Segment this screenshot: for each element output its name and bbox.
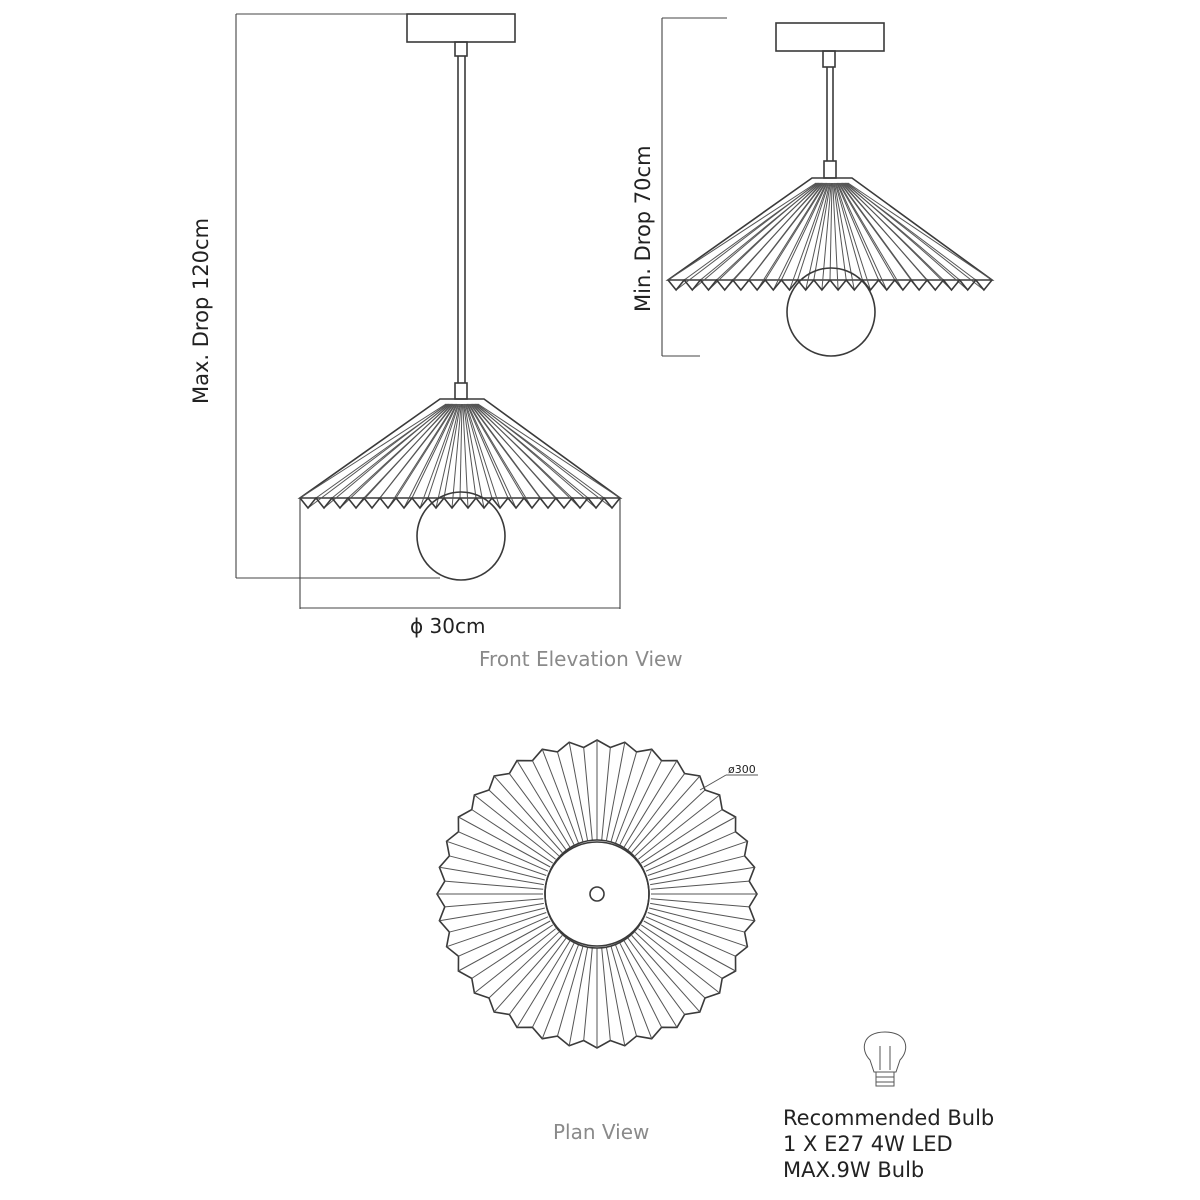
pleat-line	[494, 935, 562, 1012]
ceiling-canopy	[407, 14, 515, 42]
ceiling-canopy-min	[776, 23, 884, 51]
plan-center-hole	[590, 887, 604, 901]
pleat-line	[635, 932, 705, 998]
pleat-line	[447, 912, 547, 946]
pleat-line	[848, 183, 992, 280]
pleat-line	[494, 776, 562, 853]
pleat-line	[648, 841, 748, 875]
pleat-line	[478, 404, 620, 498]
pleat-line	[648, 912, 748, 946]
plan-view-shade	[437, 740, 757, 1048]
bulb-max: MAX.9W Bulb	[783, 1158, 925, 1182]
bulb-title: Recommended Bulb	[783, 1106, 995, 1130]
pleat-line	[644, 921, 736, 971]
front-elevation-lamp	[300, 14, 620, 580]
pleat-line	[684, 183, 817, 280]
pleat-line	[447, 841, 547, 875]
pleat-line	[624, 761, 677, 848]
led-filament-bulb-icon	[864, 1032, 905, 1086]
bulb-spec: 1 X E27 4W LED	[783, 1132, 953, 1156]
pleat-line	[842, 183, 935, 290]
diameter-label: ϕ 30cm	[410, 614, 486, 638]
pleat-line	[458, 921, 550, 971]
min-drop-dimension	[631, 18, 727, 356]
plan-diameter-label: ø300	[728, 763, 756, 776]
pleat-line	[517, 941, 570, 1028]
pleat-line	[717, 183, 821, 280]
pleated-shade-folds-min	[668, 183, 992, 290]
plan-view-caption: Plan View	[553, 1120, 650, 1144]
pleat-line	[458, 817, 550, 867]
pleat-line	[632, 776, 700, 853]
pleat-line	[469, 404, 532, 508]
diameter-dimension	[300, 498, 620, 638]
pleat-line	[477, 404, 612, 508]
pleat-line	[635, 790, 705, 856]
shade-connector	[455, 383, 467, 399]
canopy-connector	[455, 42, 467, 56]
min-drop-lamp	[668, 23, 992, 356]
pleat-line	[847, 183, 984, 290]
pleat-line	[316, 404, 448, 498]
max-drop-dimension	[189, 14, 440, 578]
pleat-line	[489, 790, 559, 856]
pleat-line	[472, 404, 564, 508]
globe-bulb	[417, 492, 505, 580]
max-drop-label: Max. Drop 120cm	[189, 217, 213, 404]
front-elevation-caption: Front Elevation View	[479, 647, 683, 671]
pleat-line	[624, 941, 677, 1028]
pleat-line	[517, 761, 570, 848]
plan-diameter-callout	[700, 763, 758, 790]
plan-radial-pleats	[437, 740, 757, 1048]
shade-connector-min	[824, 161, 836, 178]
pleat-line	[644, 817, 736, 867]
min-drop-label: Min. Drop 70cm	[631, 145, 655, 312]
pleat-line	[733, 183, 823, 280]
pleat-line	[364, 404, 452, 498]
pleat-line	[348, 404, 451, 498]
canopy-connector-min	[823, 51, 835, 67]
pleat-line	[489, 932, 559, 998]
pleat-line	[632, 935, 700, 1012]
plan-center-ring	[545, 842, 649, 946]
